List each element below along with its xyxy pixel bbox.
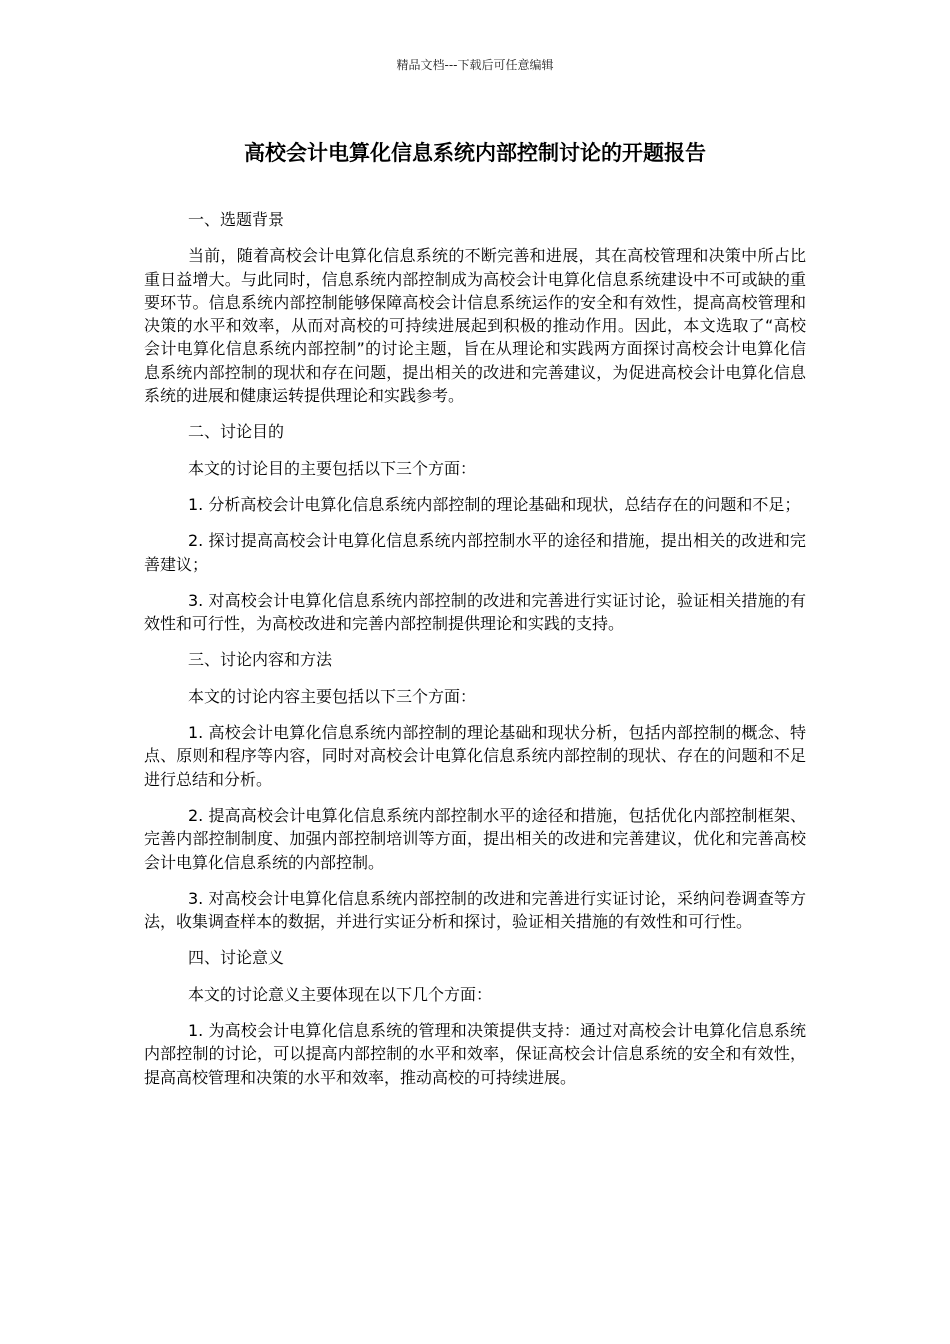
purpose-item-1: 1. 分析高校会计电算化信息系统内部控制的理论基础和现状，总结存在的问题和不足； <box>188 494 801 514</box>
section-heading-background: 一、选题背景 <box>188 210 285 229</box>
purpose-item-3: 3. 对高校会计电算化信息系统内部控制的改进和完善进行实证讨论，验证相关措施的有效性和可行性，为高校改进和完善内部控制提供理论和实践的支持。 <box>144 590 806 634</box>
section-heading-purpose: 二、讨论目的 <box>188 422 285 442</box>
document-body <box>144 208 806 1102</box>
document-title: 高校会计电算化信息系统内部控制讨论的开题报告 <box>244 141 706 165</box>
section-heading-significance: 四、讨论意义 <box>188 948 285 968</box>
paragraph-purpose-intro: 本文的讨论目的主要包括以下三个方面： <box>188 458 477 478</box>
paragraph-content-intro: 本文的讨论内容主要包括以下三个方面： <box>188 686 477 706</box>
page-header: 精品文档---下载后可任意编辑 <box>396 58 554 72</box>
section-heading-content-method: 三、讨论内容和方法 <box>188 650 333 670</box>
paragraph-significance-intro: 本文的讨论意义主要体现在以下几个方面： <box>188 984 493 1004</box>
content-item-2: 2. 提高高校会计电算化信息系统内部控制水平的途径和措施，包括优化内部控制框架、完善内部控制制度、加强内部控制培训等方面，提出相关的改进和完善建议，优化和完善高校会计电算化信息系统的内部控制。 <box>144 805 806 872</box>
significance-item-1: 1. 为高校会计电算化信息系统的管理和决策提供支持：通过对高校会计电算化信息系统内部控制的讨论，可以提高内部控制的水平和效率，保证高校会计信息系统的安全和有效性，提高高校管理和决策的水平和效率，推动高校的可持续进展。 <box>144 1021 806 1087</box>
paragraph-background: 当前，随着高校会计电算化信息系统的不断完善和进展，其在高校管理和决策中所占比重日益增大。与此同时，信息系统内部控制成为高校会计电算化信息系统建设中不可或缺的重要环节。信息系统内部控制能够保障高校会计信息系统运作的安全和有效性，提高高校管理和决策的水平和效率，从而对高校的可持续进展起到积极的推动作用。因此，本文选取了“高校会计电算化信息系统内部控制”的讨论主题，旨在从理论和实践两方面探讨高校会计电算化信息系统内部控制的现状和存在问题，提出相关的改进和完善建议，为促进高校会计电算化信息系统的进展和健康运转提供理论和实践参考。 <box>144 246 806 406</box>
purpose-item-2: 2. 探讨提高高校会计电算化信息系统内部控制水平的途径和措施，提出相关的改进和完善建议； <box>144 531 806 574</box>
content-item-1: 1. 高校会计电算化信息系统内部控制的理论基础和现状分析，包括内部控制的概念、特点、原则和程序等内容，同时对高校会计电算化信息系统内部控制的现状、存在的问题和不足进行总结和分析。 <box>144 723 806 789</box>
content-item-3: 3. 对高校会计电算化信息系统内部控制的改进和完善进行实证讨论，采纳问卷调查等方法，收集调查样本的数据，并进行实证分析和探讨，验证相关措施的有效性和可行性。 <box>144 888 806 932</box>
